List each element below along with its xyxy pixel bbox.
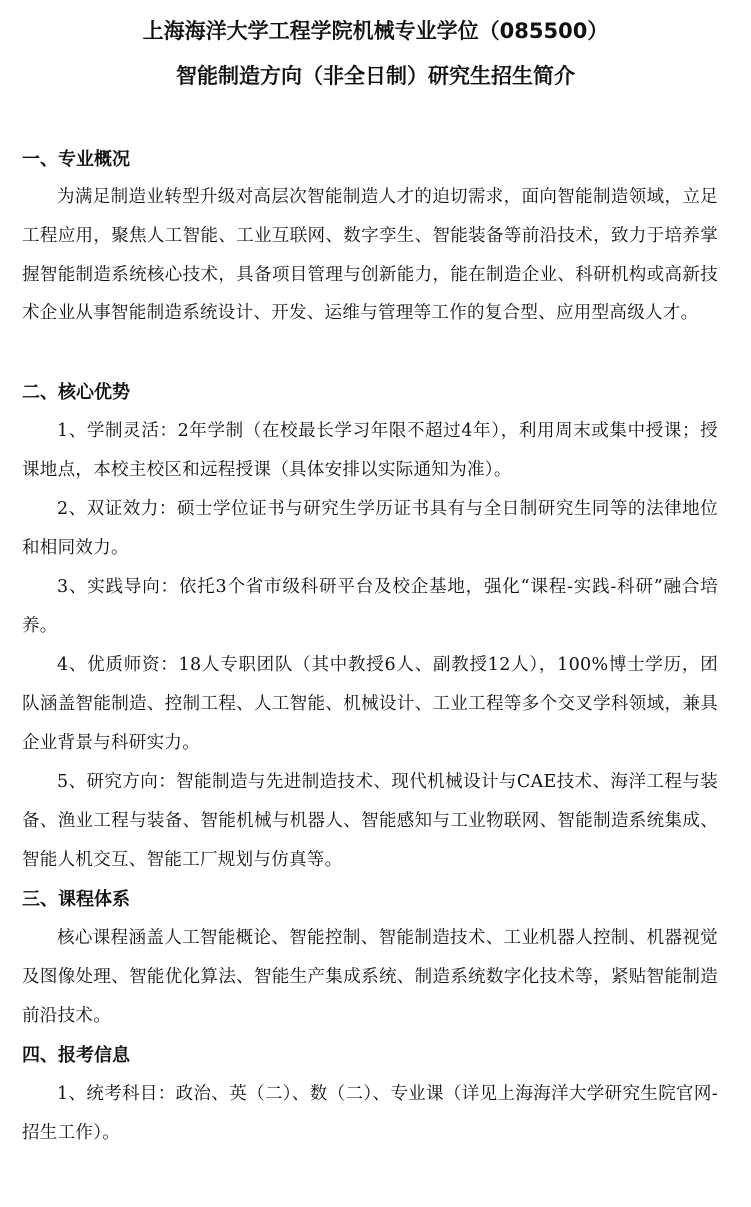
- section-heading-application: 四、报考信息: [22, 1045, 130, 1066]
- paragraph-curriculum: 核心课程涵盖人工智能概论、智能控制、智能制造技术、工业机器人控制、机器视觉及图像处理、智能优化算法、智能生产集成系统、制造系统数字化技术等，紧贴智能制造前沿技术。: [22, 928, 718, 1026]
- paragraph-advantage-2: 2、双证效力：硕士学位证书与研究生学历证书具有与全日制研究生同等的法律地位和相同效力。: [22, 499, 718, 558]
- section-heading-advantages: 二、核心优势: [22, 382, 130, 403]
- paragraph-overview: 为满足制造业转型升级对高层次智能制造人才的迫切需求，面向智能制造领域，立足工程应用，聚焦人工智能、工业互联网、数字孪生、智能装备等前沿技术，致力于培养掌握智能制造系统核心技术，具备项目管理与创新能力，能在制造企业、科研机构或高新技术企业从事智能制造系统设计、开发、运维与管理等工作的复合型、应用型高级人才。: [22, 187, 718, 324]
- paragraph-application-1: 1、统考科目：政治、英（二）、数（二）、专业课（详见上海海洋大学研究生院官网-招生工作）。: [22, 1084, 718, 1143]
- paragraph-advantage-1: 1、学制灵活：2年学制（在校最长学习年限不超过4年），利用周末或集中授课；授课地点，本校主校区和远程授课（具体安排以实际通知为准）。: [22, 421, 718, 480]
- section-heading-curriculum: 三、课程体系: [22, 889, 130, 910]
- section-heading-overview: 一、专业概况: [22, 149, 130, 170]
- paragraph-advantage-5: 5、研究方向：智能制造与先进制造技术、现代机械设计与CAE技术、海洋工程与装备、渔业工程与装备、智能机械与机器人、智能感知与工业物联网、智能制造系统集成、智能人机交互、智能工厂规划与仿真等。: [22, 772, 718, 870]
- paragraph-advantage-4: 4、优质师资：18人专职团队（其中教授6人、副教授12人），100%博士学历，团队涵盖智能制造、控制工程、人工智能、机械设计、工业工程等多个交叉学科领域，兼具企业背景与科研实力。: [22, 655, 718, 753]
- paragraph-advantage-3: 3、实践导向：依托3个省市级科研平台及校企基地，强化“课程-实践-科研”融合培养。: [22, 577, 718, 636]
- document-title-line-1: 上海海洋大学工程学院机械专业学位（085500）: [142, 19, 609, 43]
- document-title-line-2: 智能制造方向（非全日制）研究生招生简介: [176, 64, 575, 88]
